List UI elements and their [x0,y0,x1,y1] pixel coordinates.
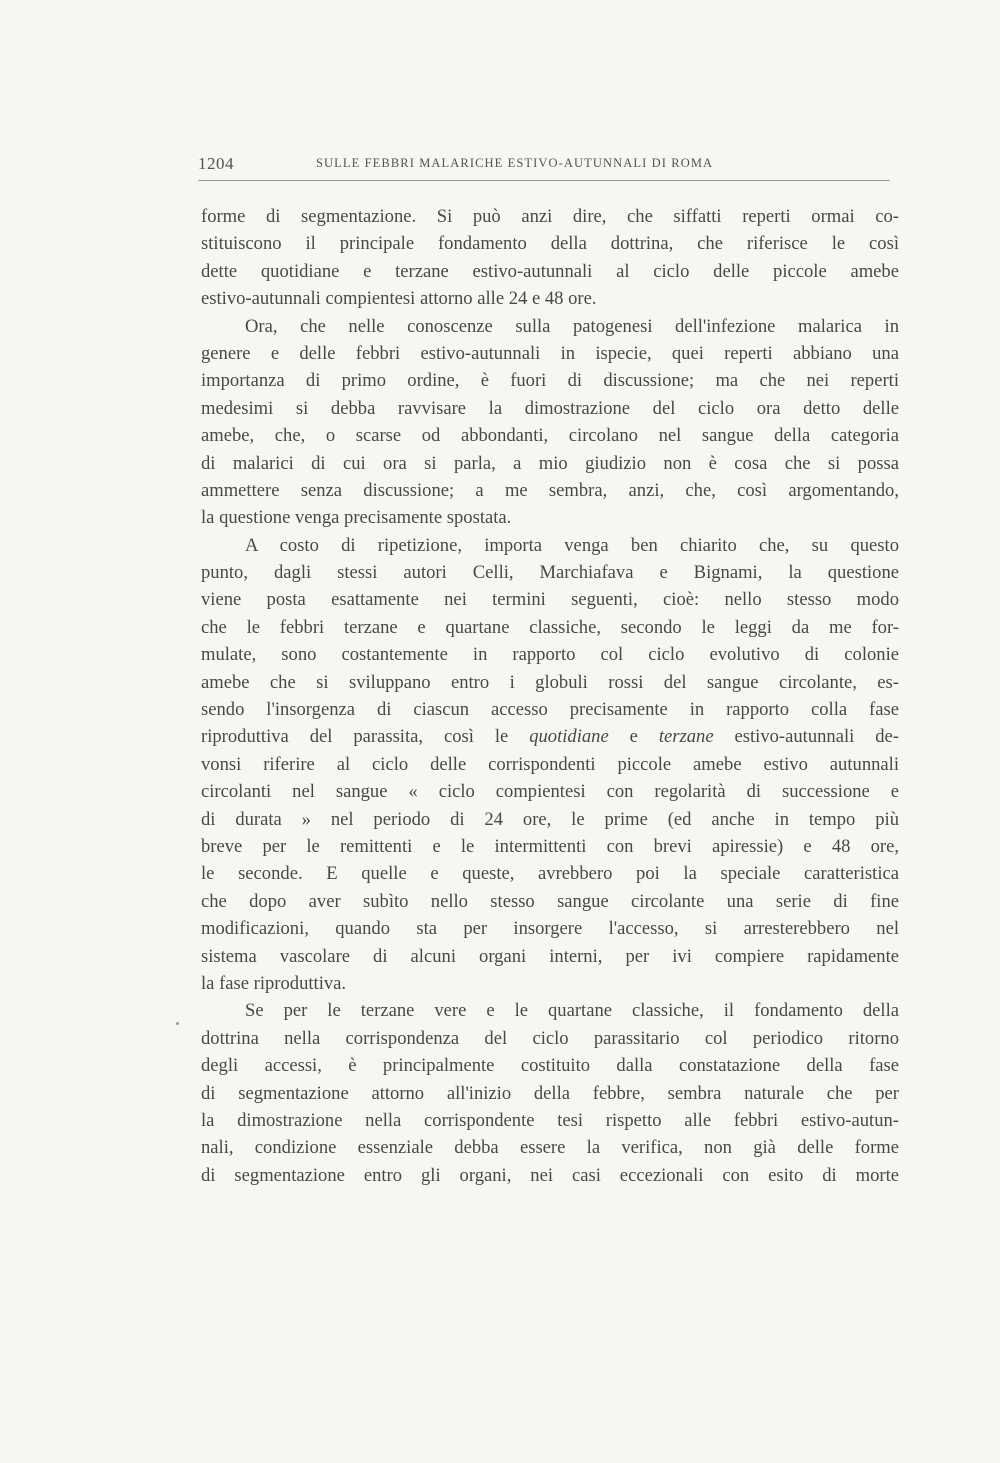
text-line: circolanti nel sangue « ciclo compientesi con regolarità di successione e [201,781,899,803]
text-line: dottrina nella corrispondenza del ciclo parassitario col periodico ritorno [201,1027,899,1049]
text-line: viene posta esattamente nei termini seguenti, cioè: nello stesso modo [201,589,899,611]
text-line: Ora, che nelle conoscenze sulla patogenesi dell'infezione malarica in [245,315,899,337]
text-line: mulate, sono costantemente in rapporto col ciclo evolutivo di colonie [201,644,899,666]
text-line: amebe, che, o scarse od abbondanti, circolano nel sangue della categoria [201,425,899,447]
text-line: genere e delle febbri estivo-autunnali in ispecie, quei reperti abbiano una [201,342,899,364]
text-line: nali, condizione essenziale debba essere la verifica, non già delle forme [201,1137,899,1159]
text-line: A costo di ripetizione, importa venga ben chiarito che, su questo [245,534,899,556]
text-line: degli accessi, è principalmente costituito dalla constatazione della fase [201,1055,899,1077]
text-line: breve per le remittenti e le intermittenti con brevi apiressie) e 48 ore, [201,835,899,857]
text-line: che le febbri terzane e quartane classiche, secondo le leggi da me for- [201,616,899,638]
text-line: sistema vascolare di alcuni organi interni, per ivi compiere rapidamente [201,945,899,967]
margin-mark [176,1022,179,1025]
page-number: 1204 [198,154,234,173]
text-line: ammettere senza discussione; a me sembra, anzi, che, così argomentando, [201,479,899,501]
text-line: le seconde. E quelle e queste, avrebbero poi la speciale caratteristica [201,863,899,885]
italic-term-terzane: terzane [658,726,714,748]
text-line: importanza di primo ordine, è fuori di discussione; ma che nei reperti [201,370,899,392]
text-line: estivo-autunnali compientesi attorno alle 24 e 48 ore. [201,288,597,310]
text-run: estivo-autunnali de- [734,726,899,748]
text-line: di segmentazione attorno all'inizio della febbre, sembra naturale che per [201,1082,899,1104]
running-title: SULLE FEBBRI MALARICHE ESTIVO-AUTUNNALI DI ROMA [316,156,714,170]
text-line: sendo l'insorgenza di ciascun accesso precisamente in rapporto colla fase [201,699,899,721]
text-run: riproduttiva del parassita, così le [201,726,509,748]
text-line: modificazioni, quando sta per insorgere l'accesso, si arresterebbero nel [201,918,899,940]
italic-term-quotidiane: quotidiane [529,726,609,748]
running-head [198,150,890,181]
text-line: stituiscono il principale fondamento della dottrina, che riferisce le così [201,233,899,255]
text-line: la dimostrazione nella corrispondente tesi rispetto alle febbri estivo-autun- [201,1109,899,1131]
text-line: forme di segmentazione. Si può anzi dire, che siffatti reperti ormai co- [201,206,899,227]
text-line: di segmentazione entro gli organi, nei casi eccezionali con esito di morte [201,1164,899,1186]
text-run: e [629,726,638,748]
text-line: vonsi riferire al ciclo delle corrispondenti piccole amebe estivo autunnali [201,753,899,775]
text-line: la questione venga precisamente spostata. [201,507,512,529]
text-line: punto, dagli stessi autori Celli, Marchiafava e Bignami, la questione [201,562,899,584]
text-line: amebe che si sviluppano entro i globuli rossi del sangue circolante, es- [201,671,899,693]
body-text [201,203,899,1189]
text-line: di durata » nel periodo di 24 ore, le prime (ed anche in tempo più [201,808,899,830]
text-line: che dopo aver subìto nello stesso sangue circolante una serie di fine [201,890,899,912]
text-line: di malarici di cui ora si parla, a mio giudizio non è cosa che si possa [201,452,899,474]
text-line: medesimi si debba ravvisare la dimostrazione del ciclo ora detto delle [201,397,899,419]
text-line-mixed [201,723,899,750]
text-line: Se per le terzane vere e le quartane classiche, il fondamento della [245,1000,899,1022]
text-line: dette quotidiane e terzane estivo-autunnali al ciclo delle piccole amebe [201,260,899,282]
text-line: la fase riproduttiva. [201,972,347,994]
